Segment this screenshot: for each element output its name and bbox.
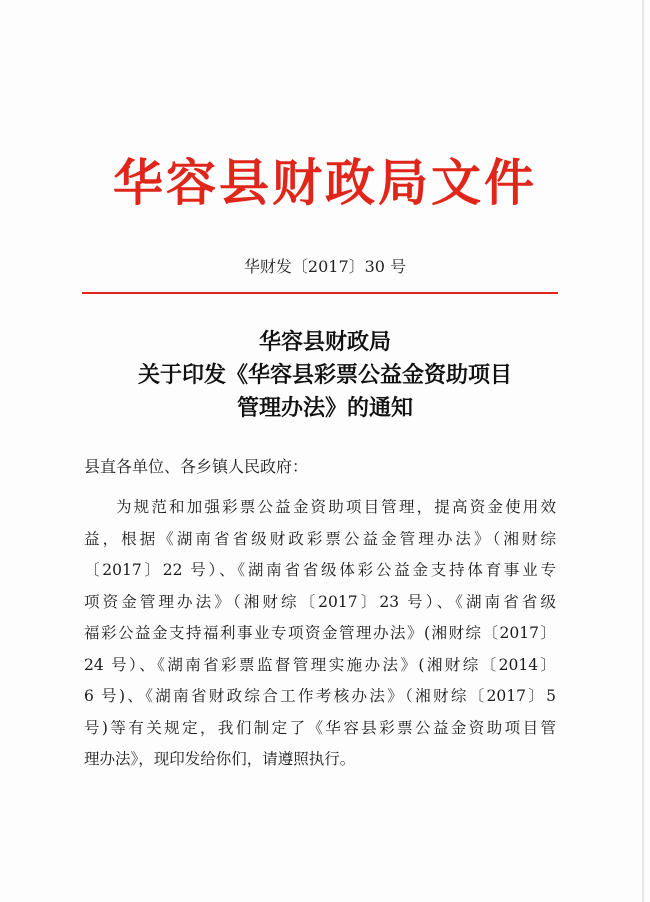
body-line: 6 号)、《湖南省财政综合工作考核办法》（湘财综〔2017〕5 (84, 687, 556, 705)
body-line: 号)等有关规定，我们制定了《华容县彩票公益金资助项目管 (84, 718, 556, 737)
page-edge (642, 0, 644, 902)
body-line: 理办法》，现印发给你们，请遵照执行。 (84, 750, 356, 768)
addressee: 县直各单位、各乡镇人民政府： (84, 457, 309, 476)
document-number: 华财发〔2017〕30 号 (243, 257, 407, 276)
notice-title-line: 关于印发《华容县彩票公益金资助项目 (137, 362, 512, 388)
body-line: 福彩公益金支持福利事业专项资金管理办法》(湘财综〔2017〕 (84, 624, 556, 642)
body-line: 〔2017〕22 号）、《湖南省省级体彩公益金支持体育事业专 (84, 561, 556, 579)
notice-title-line: 管理办法》的通知 (236, 395, 413, 421)
header-divider (82, 292, 558, 294)
body-paragraph (84, 492, 556, 776)
notice-title (82, 326, 568, 425)
body-line: 益，根据《湖南省省级财政彩票公益金管理办法》（湘财综 (84, 529, 556, 548)
body-line: 为规范和加强彩票公益金资助项目管理，提高资金使用效 (116, 498, 556, 516)
document-header-title: 华容县财政局文件 (113, 153, 537, 212)
body-line: 24 号）、《湖南省彩票监督管理实施办法》(湘财综〔2014〕 (84, 655, 556, 674)
body-line: 项资金管理办法》（湘财综〔2017〕23 号）、《湖南省省级 (84, 592, 556, 611)
notice-title-line: 华容县财政局 (258, 329, 391, 355)
